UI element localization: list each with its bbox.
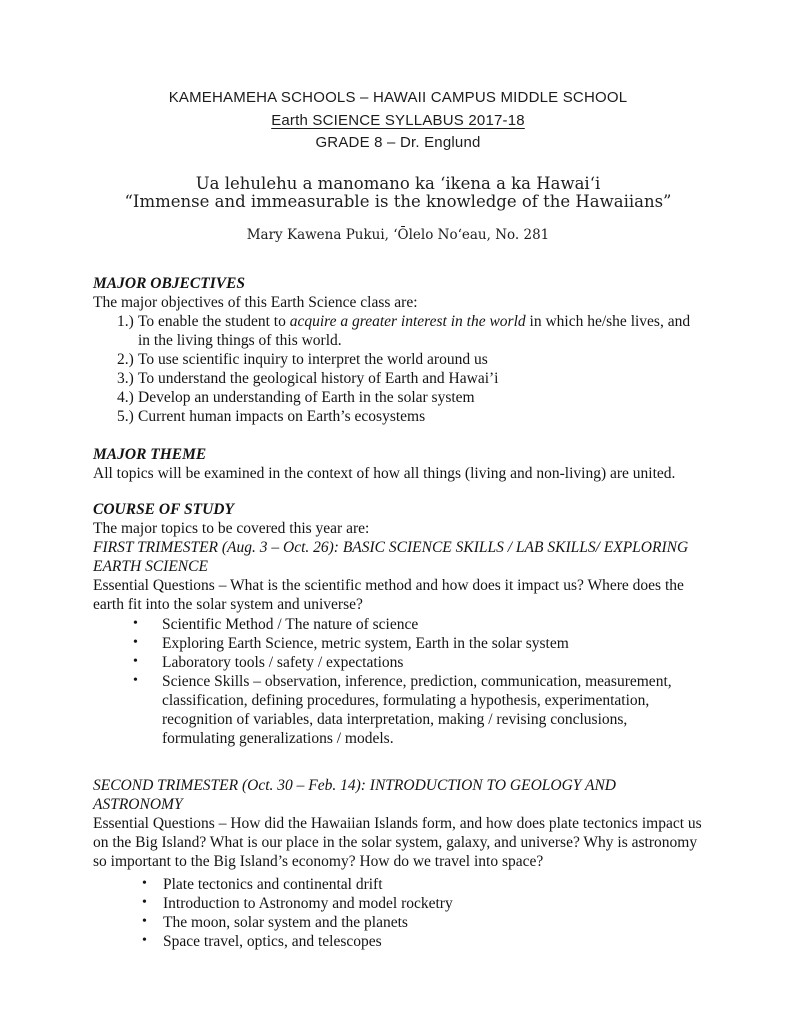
trimester2-topics-list bbox=[93, 875, 703, 951]
bullet-icon: • bbox=[133, 653, 138, 669]
bullet-icon: • bbox=[142, 913, 147, 929]
bullet-icon: • bbox=[142, 875, 147, 891]
grade-and-teacher: GRADE 8 – Dr. Englund bbox=[315, 134, 481, 151]
bullet-icon: • bbox=[133, 634, 138, 650]
topic-item bbox=[93, 894, 703, 913]
major-objectives-section bbox=[93, 274, 703, 426]
document-header bbox=[93, 87, 703, 155]
topic-text: Space travel, optics, and telescopes bbox=[163, 932, 382, 950]
bullet-icon: • bbox=[142, 894, 147, 910]
bullet-icon: • bbox=[133, 615, 138, 631]
objective-text: Develop an understanding of Earth in the solar system bbox=[138, 388, 475, 406]
topic-item bbox=[93, 672, 703, 748]
proverb-block bbox=[93, 175, 703, 244]
topic-item bbox=[93, 932, 703, 951]
objective-emphasis: acquire a greater interest in the world bbox=[289, 312, 526, 330]
major-theme-heading: MAJOR THEME bbox=[93, 445, 207, 463]
objectives-intro: The major objectives of this Earth Science class are: bbox=[93, 293, 418, 311]
objective-item bbox=[93, 407, 703, 426]
bullet-icon: • bbox=[133, 672, 138, 688]
objective-number: 2.) bbox=[117, 350, 134, 368]
topic-text: The moon, solar system and the planets bbox=[163, 913, 408, 931]
trimester1-essential-questions: Essential Questions – What is the scientific method and how does it impact us? Where does the earth fit into the solar system and universe? bbox=[93, 576, 684, 613]
objective-text: To enable the student to acquire a greater interest in the world in which he/she lives, and in the living things of this world. bbox=[138, 312, 691, 349]
trimester2-title: SECOND TRIMESTER (Oct. 30 – Feb. 14): INTRODUCTION TO GEOLOGY AND ASTRONOMY bbox=[93, 776, 616, 813]
bullet-icon: • bbox=[142, 932, 147, 948]
proverb-translation: “Immense and immeasurable is the knowledge of the Hawaiians” bbox=[124, 192, 672, 211]
trimester2-essential-questions: Essential Questions – How did the Hawaiian Islands form, and how does plate tectonics impact us on the Big Island? What is our place in the solar system, galaxy, and universe? Why is astronomy so important to the Big Island’s economy? How do we travel into space? bbox=[93, 814, 702, 870]
objectives-list bbox=[93, 312, 703, 426]
course-of-study-section bbox=[93, 500, 703, 951]
objective-number: 5.) bbox=[117, 407, 134, 425]
topic-text: Laboratory tools / safety / expectations bbox=[162, 653, 404, 671]
objective-item bbox=[93, 369, 703, 388]
topic-text: Introduction to Astronomy and model rocketry bbox=[163, 894, 453, 912]
objective-item bbox=[93, 388, 703, 407]
objective-item bbox=[93, 350, 703, 369]
objective-text: To use scientific inquiry to interpret the world around us bbox=[138, 350, 488, 368]
course-intro: The major topics to be covered this year are: bbox=[93, 519, 370, 537]
trimester1-topics-list bbox=[93, 615, 703, 748]
objective-text: To understand the geological history of Earth and Hawai’i bbox=[138, 369, 499, 387]
objective-text: Current human impacts on Earth’s ecosystems bbox=[138, 407, 426, 425]
major-objectives-heading: MAJOR OBJECTIVES bbox=[93, 274, 246, 292]
hawaiian-proverb: Ua lehulehu a manomano ka ʻikena a ka Hawaiʻi bbox=[195, 173, 601, 193]
topic-item bbox=[93, 634, 703, 653]
objective-number: 1.) bbox=[117, 312, 134, 330]
course-of-study-heading: COURSE OF STUDY bbox=[93, 500, 234, 518]
major-theme-text: All topics will be examined in the context of how all things (living and non-living) are united. bbox=[93, 464, 676, 482]
school-name: KAMEHAMEHA SCHOOLS – HAWAII CAMPUS MIDDLE SCHOOL bbox=[168, 89, 628, 106]
syllabus-title: Earth SCIENCE SYLLABUS 2017-18 bbox=[271, 111, 525, 129]
objective-item bbox=[93, 312, 703, 350]
objective-number: 4.) bbox=[117, 388, 134, 406]
proverb-attribution: Mary Kawena Pukui, ʻŌlelo Noʻeau, No. 281 bbox=[246, 226, 550, 243]
topic-text: Science Skills – observation, inference, prediction, communication, measurement, classification, defining procedures, formulating a hypothesis, experimentation, recognition of variables, data interpretation, making / revising conclusions, formulating generalizations / models. bbox=[162, 672, 672, 747]
topic-item bbox=[93, 913, 703, 932]
objective-number: 3.) bbox=[117, 369, 134, 387]
major-theme-section bbox=[93, 445, 703, 483]
topic-text: Exploring Earth Science, metric system, Earth in the solar system bbox=[162, 634, 569, 652]
topic-item bbox=[93, 615, 703, 634]
trimester1-title: FIRST TRIMESTER (Aug. 3 – Oct. 26): BASIC SCIENCE SKILLS / LAB SKILLS/ EXPLORING EARTH SCIENCE bbox=[93, 538, 689, 575]
topic-item bbox=[93, 875, 703, 894]
topic-item bbox=[93, 653, 703, 672]
topic-text: Scientific Method / The nature of science bbox=[162, 615, 419, 633]
topic-text: Plate tectonics and continental drift bbox=[163, 875, 383, 893]
